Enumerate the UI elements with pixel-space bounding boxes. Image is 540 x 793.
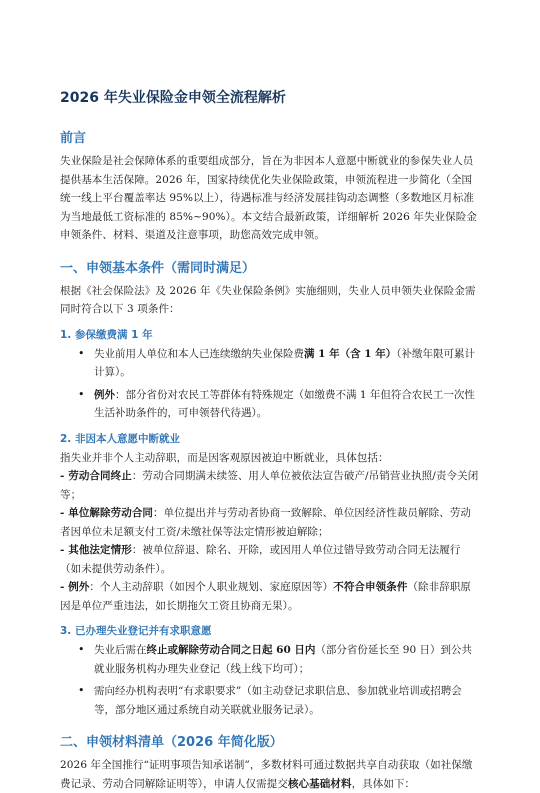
sub1-list: [60, 345, 480, 423]
sub2-intro: 指失业并非个人主动辞职，而是因客观原因被迫中断就业，具体包括：: [60, 451, 389, 464]
intro-heading: 前言: [60, 131, 87, 146]
list-item: [60, 386, 480, 423]
bold-run: 满 1 年（含 1 年）: [304, 347, 397, 360]
bold-run: 不符合申领条件: [333, 581, 408, 593]
sub3-list: [60, 641, 480, 719]
bold-run: 其他法定情形: [68, 544, 132, 556]
dash-prefix: -: [60, 507, 69, 519]
list-item: [60, 345, 480, 382]
bold-run: 核心基础材料: [287, 777, 352, 790]
text-run: ：部分省份对农民工等群体有特殊规定（如缴费不满 1 年但符合农民工一次性生活补助条件的，可申领替代待遇）。: [94, 388, 475, 419]
dash-prefix: -: [60, 581, 69, 593]
dash-item: [60, 578, 480, 615]
list-item: [60, 682, 480, 719]
bold-run: 例外: [68, 581, 90, 593]
text-run: （部分省份延长至 90 日）到公共就业服务机构办理失业登记（线上线下均可）；: [94, 644, 472, 675]
text-run: 2026 年全国推行“证明事项告知承诺制”，多数材料可通过数据共享自动获取（如社保缴费记录、劳动合同解除证明等），申请人仅需提交: [60, 759, 473, 790]
text-run: ，具体如下：: [351, 777, 416, 790]
bold-run: 劳动合同终止: [68, 470, 132, 482]
sub1-heading: 1. 参保缴费满 1 年: [60, 328, 153, 341]
bold-run: 例外: [94, 388, 115, 401]
bold-run: 单位解除劳动合同: [68, 507, 154, 519]
dash-item: [60, 504, 480, 541]
intro-paragraph: 失业保险是社会保障体系的重要组成部分，旨在为非因本人意愿中断就业的参保失业人员提供基本生活保障。2026 年，国家持续优化失业保险政策，申领流程进一步简化（全国统一线上平台覆盖率达 95%以上），待遇标准与经济发展挂钩动态调整（多数地区月标准为当地最低工资标准的 85%~90%）。本文结合最新政策，详细解析 2026 年失业保险金申领条件、材料、渠道及注意事项，助您高效完成申领。: [60, 155, 477, 241]
text-run: 失业前用人单位和本人已连续缴纳失业保险费: [94, 347, 304, 360]
section1-heading: 一、申领基本条件（需同时满足）: [60, 260, 256, 276]
sub2-heading: 2. 非因本人意愿中断就业: [60, 432, 180, 445]
text-run: （补缴年限可累计计算）。: [94, 347, 475, 378]
list-item: [60, 641, 480, 678]
text-run: ：被单位辞退、除名、开除，或因用人单位过错导致劳动合同无法履行（如未提供劳动条件）。: [60, 544, 461, 575]
section2-heading: 二、申领材料清单（2026 年简化版）: [60, 735, 283, 750]
dash-item: [60, 467, 480, 504]
section1-intro: 根据《社会保险法》及 2026 年《失业保险条例》实施细则，失业人员申领失业保险金需同时符合以下 3 项条件：: [60, 284, 476, 315]
text-run: ：单位提出并与劳动者协商一致解除、单位因经济性裁员解除、劳动者因单位未足额支付工资/未缴社保等法定情形被迫解除；: [60, 507, 472, 538]
text-run: 需向经办机构表明“有求职要求”（如主动登记求职信息、参加就业培训或招聘会等，部分地区通过系统自动关联就业服务记录）。: [94, 685, 462, 716]
document-title: 2026 年失业保险金申领全流程解析: [60, 90, 286, 106]
text-run: ：个人主动辞职（如因个人职业规划、家庭原因等）: [89, 581, 334, 593]
bold-run: 终止或解除劳动合同之日起 60 日内: [146, 644, 316, 656]
sub3-heading: 3. 已办理失业登记并有求职意愿: [60, 625, 212, 637]
dash-prefix: -: [60, 544, 69, 556]
text-run: （除非辞职原因是单位严重违法，如长期拖欠工资且协商无果）。: [60, 581, 472, 612]
section2-paragraph: [60, 756, 480, 793]
dash-item: [60, 541, 480, 578]
text-run: 失业后需在: [94, 644, 147, 656]
text-run: ：劳动合同期满未续签、用人单位被依法宣告破产/吊销营业执照/责令关闭等；: [60, 470, 479, 501]
dash-prefix: -: [60, 470, 69, 482]
